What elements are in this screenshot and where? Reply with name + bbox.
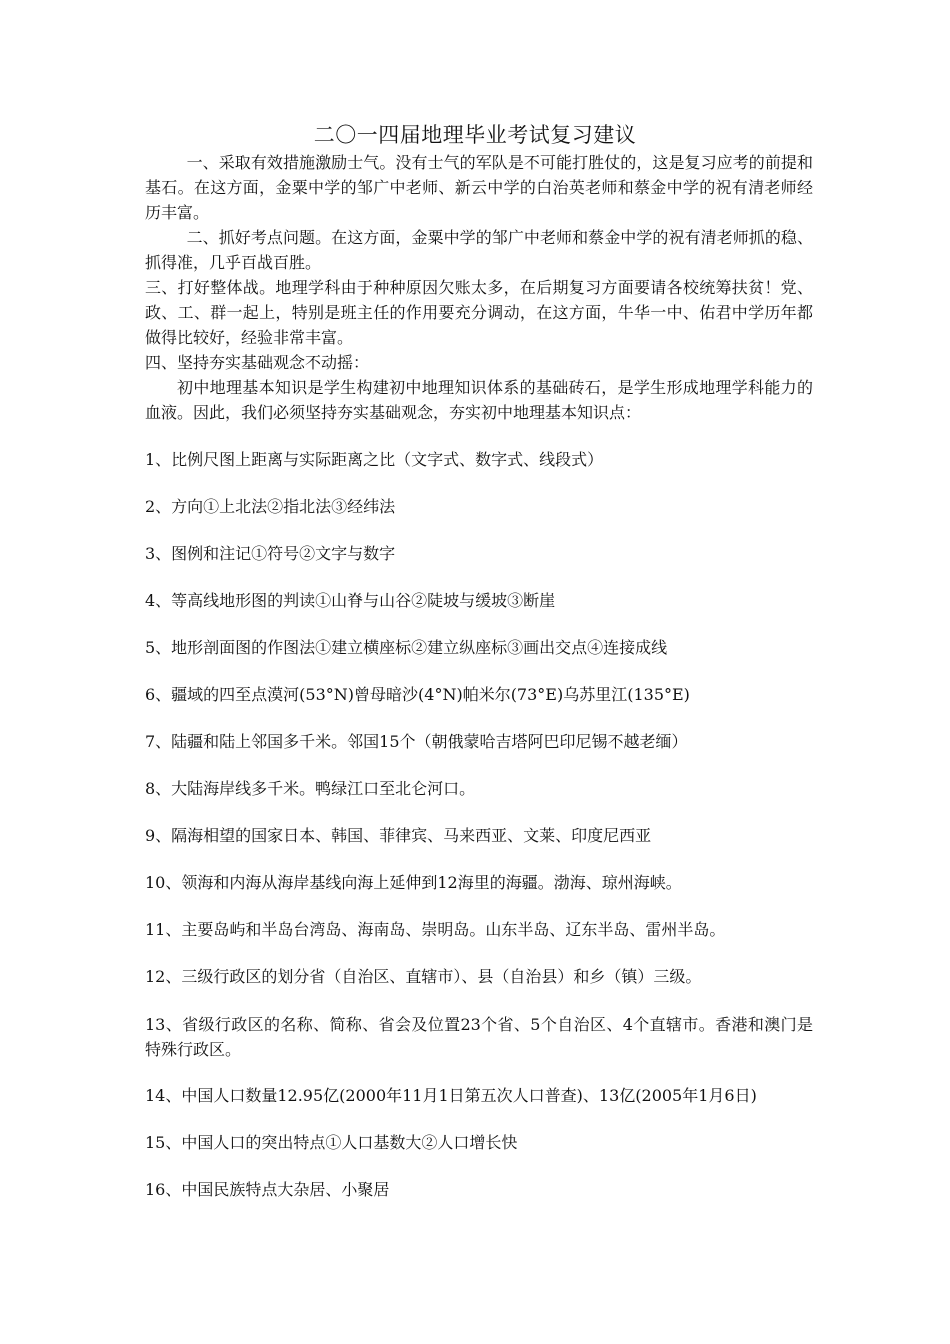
list-item: 10、领海和内海从海岸基线向海上延伸到12海里的海疆。渤海、琼州海峡。 [145, 873, 682, 892]
list-item: 14、中国人口数量12.95亿(2000年11月1日第五次人口普查)、13亿(2005年1月6日) [145, 1086, 757, 1105]
document-title: 二〇一四届地理毕业考试复习建议 [313, 123, 637, 147]
list-item: 5、地形剖面图的作图法①建立横座标②建立纵座标③画出交点④连接成线 [145, 638, 668, 657]
list-item: 16、中国民族特点大杂居、小聚居 [145, 1180, 390, 1199]
list-item: 9、隔海相望的国家日本、韩国、菲律宾、马来西亚、文莱、印度尼西亚 [145, 826, 652, 845]
paragraph-morale: 一、采取有效措施激励士气。没有士气的军队是不可能打胜仗的，这是复习应考的前提和基石。在这方面，金粟中学的邹广中老师、新云中学的白治英老师和蔡金中学的祝有清老师经历丰富。 [145, 153, 813, 222]
paragraph-exam-points: 二、抓好考点问题。在这方面，金粟中学的邹广中老师和蔡金中学的祝有清老师抓的稳、抓得准，几乎百战百胜。 [145, 228, 813, 272]
list-item: 12、三级行政区的划分省（自治区、直辖市）、县（自治县）和乡（镇）三级。 [145, 967, 702, 986]
paragraph-overall-effort: 三、打好整体战。地理学科由于种种原因欠账太多，在后期复习方面要请各校统筹扶贫！党、政、工、群一起上，特别是班主任的作用要充分调动，在这方面，牛华一中、佑君中学历年都做得比较好，经验非常丰富。 [145, 278, 813, 347]
paragraph-fundamentals-body: 初中地理基本知识是学生构建初中地理知识体系的基础砖石，是学生形成地理学科能力的血液。因此，我们必须坚持夯实基础观念，夯实初中地理基本知识点： [145, 378, 813, 422]
list-item: 3、图例和注记①符号②文字与数字 [145, 544, 396, 563]
list-item: 15、中国人口的突出特点①人口基数大②人口增长快 [145, 1133, 518, 1152]
list-item: 6、疆域的四至点漠河(53°N)曾母暗沙(4°N)帕米尔(73°E)乌苏里江(135°E) [145, 685, 690, 704]
paragraph-fundamentals-heading: 四、坚持夯实基础观念不动摇： [145, 353, 370, 372]
list-item: 8、大陆海岸线多千米。鸭绿江口至北仑河口。 [145, 779, 476, 798]
list-item: 4、等高线地形图的判读①山脊与山谷②陡坡与缓坡③断崖 [145, 591, 556, 610]
list-item: 1、比例尺图上距离与实际距离之比（文字式、数字式、线段式） [145, 450, 604, 469]
list-item: 2、方向①上北法②指北法③经纬法 [145, 497, 396, 516]
list-item: 7、陆疆和陆上邻国多千米。邻国15个（朝俄蒙哈吉塔阿巴印尼锡不越老缅） [145, 732, 688, 751]
list-item: 11、主要岛屿和半岛台湾岛、海南岛、崇明岛。山东半岛、辽东半岛、雷州半岛。 [145, 920, 726, 939]
list-item: 13、省级行政区的名称、简称、省会及位置23个省、5个自治区、4个直辖市。香港和澳门是特殊行政区。 [145, 1015, 813, 1059]
